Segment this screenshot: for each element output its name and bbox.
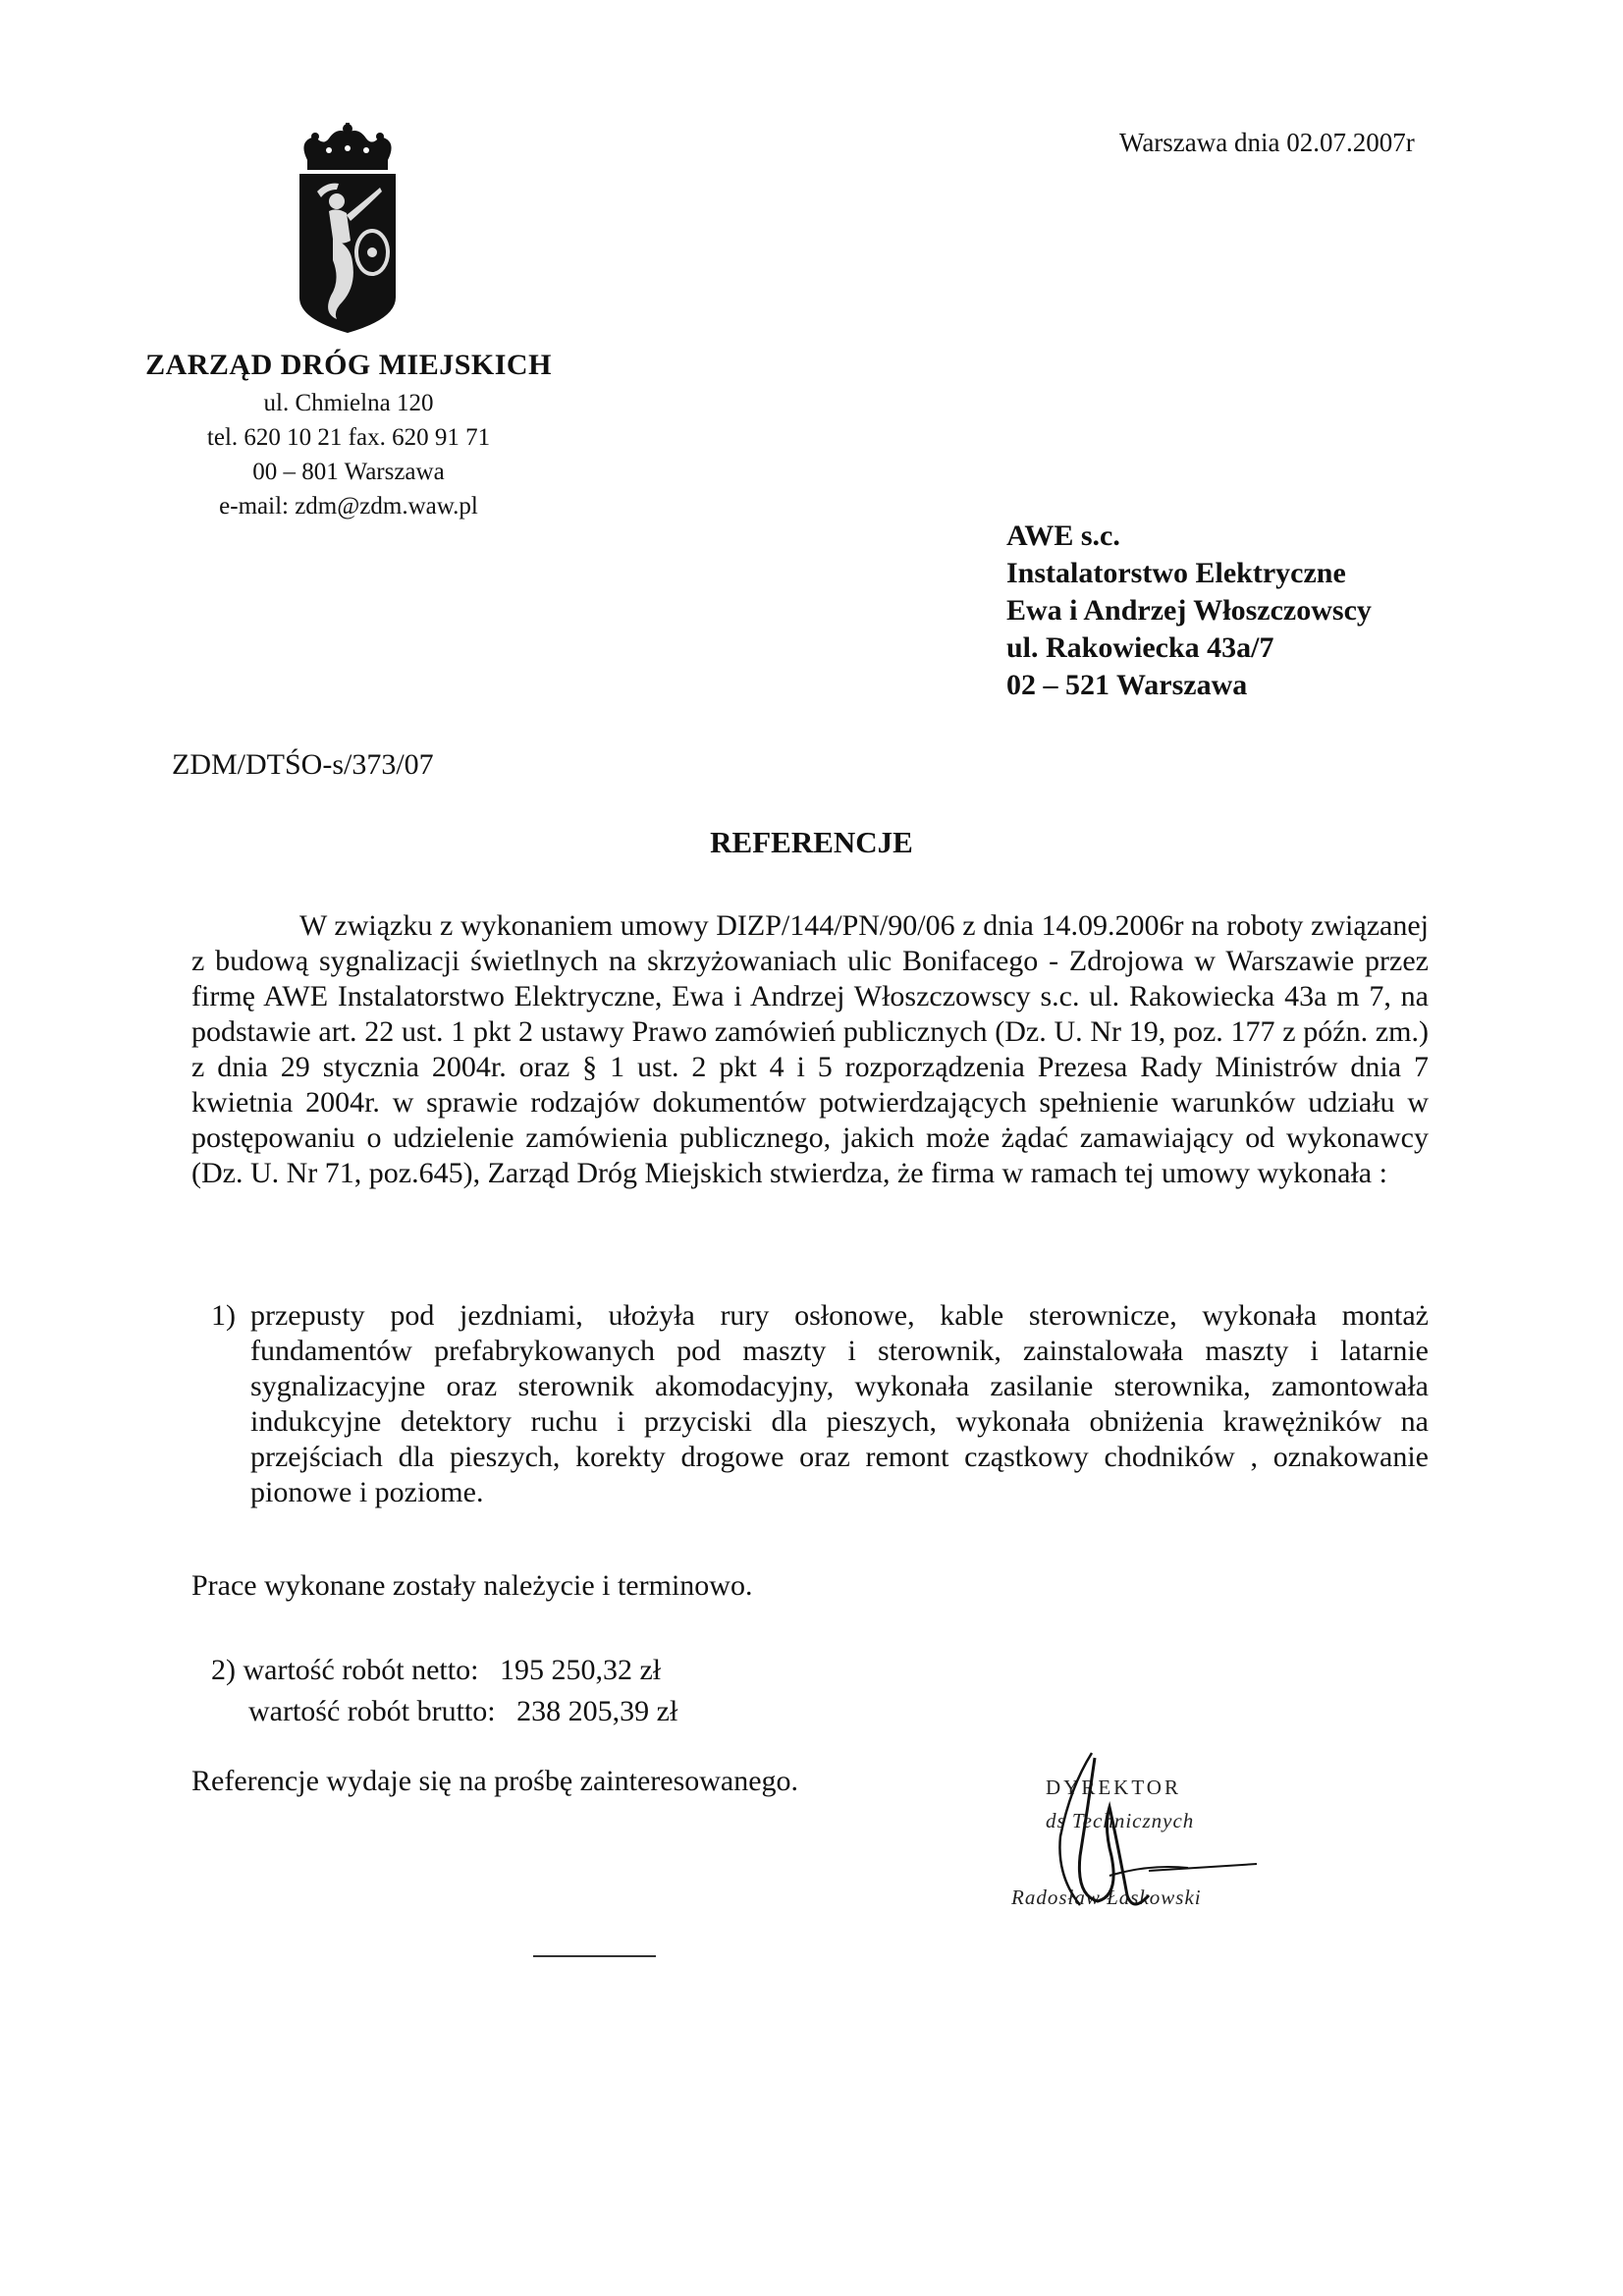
bottom-divider	[533, 1955, 656, 1957]
handwritten-signature	[1001, 1748, 1276, 1925]
sender-street: ul. Chmielna 120	[263, 390, 434, 416]
sender-phone-fax: tel. 620 10 21 fax. 620 91 71	[206, 424, 491, 451]
body-paragraph	[191, 908, 1429, 1191]
gross-value-label: wartość robót brutto:	[248, 1695, 496, 1727]
work-item-1	[211, 1298, 1429, 1510]
document-title: REFERENCJE	[710, 825, 913, 859]
body-paragraph-text: W związku z wykonaniem umowy DIZP/144/PN/90/06 z dnia 14.09.2006r na roboty związanej z budową sygnalizacji świetlnych na skrzyżowaniach ulic Bonifacego - Zdrojowa w Warszawie przez firmę AWE Instalatorstwo Elektryczne, Ewa i Andrzej Włoszczowscy s.c. ul. Rakowiecka 43a m 7, na podstawie art. 22 ust. 1 pkt 2 ustawy Prawo zamówień publicznych (Dz. U. Nr 19, poz. 177 z późn. zm.) z dnia 29 stycznia 2004r. oraz § 1 ust. 2 pkt 4 i 5 rozporządzenia Prezesa Rady Ministrów dnia 7 kwietnia 2004r. w sprawie rodzajów dokumentów potwierdzających spełnienie warunków udziału w postępowaniu o udzielenie zamówienia publicznego, jakich może żądać zamawiający od wykonawcy (Dz. U. Nr 71, poz.645), Zarząd Dróg Miejskich stwierdza, że firma w ramach tej umowy wykonała :	[191, 909, 1429, 1189]
contract-values	[211, 1650, 677, 1732]
sender-name: ZARZĄD DRÓG MIEJSKICH	[145, 349, 552, 381]
recipient-block	[1006, 518, 1372, 704]
document-date: Warszawa dnia 02.07.2007r	[1119, 128, 1415, 157]
sender-city: 00 – 801 Warszawa	[252, 459, 445, 485]
recipient-city: 02 – 521 Warszawa	[1006, 669, 1248, 701]
net-value-row	[211, 1650, 677, 1691]
net-value-label: wartość robót netto:	[243, 1654, 479, 1686]
recipient-company: AWE s.c.	[1006, 519, 1120, 552]
values-item-number: 2)	[211, 1654, 236, 1686]
gross-value-amount: 238 205,39 zł	[516, 1695, 678, 1727]
work-item-1-number: 1)	[211, 1299, 236, 1332]
reference-number: ZDM/DTŚO-s/373/07	[172, 748, 434, 781]
recipient-street: ul. Rakowiecka 43a/7	[1006, 631, 1274, 664]
final-statement: Referencje wydaje się na prośbę zainteresowanego.	[191, 1765, 799, 1797]
stamp-department: ds Technicznych	[1046, 1809, 1195, 1832]
work-item-1-text: przepusty pod jezdniami, ułożyła rury osłonowe, kable sterownicze, wykonała montaż fundamentów prefabrykowanych pod maszty i sterownik, zainstalowała maszty i latarnie sygnalizacyjne oraz sterownik akomodacyjny, wykonała zasilanie sterownika, zamontowała indukcyjne detektory ruchu i przyciski dla pieszych, wykonała obniżenia krawężników na przejściach dla pieszych, korekty drogowe oraz remont cząstkowy chodników , oznakowanie pionowe i poziome.	[250, 1299, 1429, 1508]
closing-statement: Prace wykonane zostały należycie i terminowo.	[191, 1569, 753, 1602]
gross-value-row	[211, 1691, 677, 1732]
stamp-signatory: Radosław Łaskowski	[1011, 1886, 1202, 1909]
stamp-title: DYREKTOR	[1046, 1776, 1181, 1799]
recipient-owners: Ewa i Andrzej Włoszczowscy	[1006, 594, 1372, 627]
net-value-amount: 195 250,32 zł	[499, 1654, 662, 1686]
sender-email: e-mail: zdm@zdm.waw.pl	[219, 493, 478, 519]
warsaw-coat-of-arms-logo	[278, 123, 417, 341]
recipient-business: Instalatorstwo Elektryczne	[1006, 557, 1346, 589]
signature-stamp	[1001, 1748, 1276, 1925]
sender-block	[137, 349, 560, 523]
